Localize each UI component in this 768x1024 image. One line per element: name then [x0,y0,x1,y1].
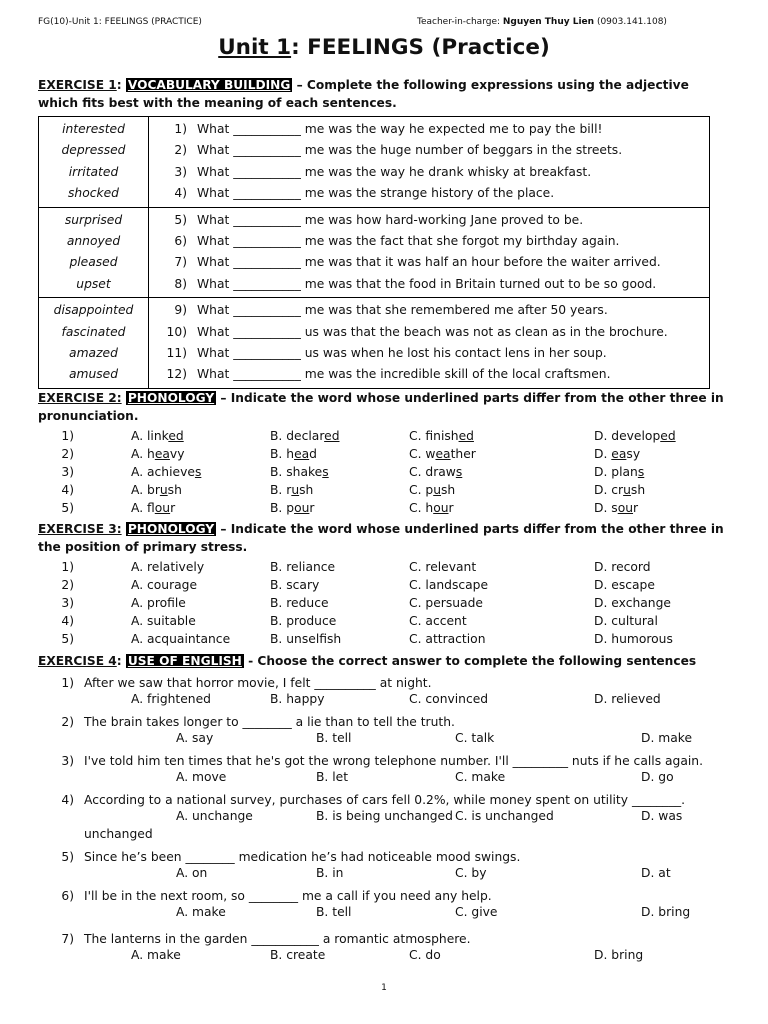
question-text: I'll be in the next room, so ________ me a call if you need any help. [84,889,492,903]
adjective-cell [39,298,149,389]
option-d: D. easy [594,447,641,461]
answer-option: A. say [176,731,214,745]
underlined-part: ed [458,429,474,443]
question-text: Since he’s been ________ medication he’s had noticeable mood swings. [84,850,521,864]
option-d: D. escape [594,578,655,592]
adjective-option: irritated [68,164,119,179]
question-text: After we saw that horror movie, I felt __________ at night. [84,676,432,690]
sentence-number: 3) [174,164,187,179]
sentence-text: What ___________ me was how hard-working Jane proved to be. [197,212,584,227]
option-d: D. developed [594,429,676,443]
answer-option: C. do [409,948,441,962]
option-c: C. relevant [409,560,477,574]
option-c: C. push [409,483,456,497]
adjective-option: depressed [61,143,126,158]
sentence-text: What ___________ me was the huge number of beggars in the streets. [197,143,623,158]
option-d: D. crush [594,483,646,497]
sentence-text: What ___________ us was that the beach was not as clean as in the brochure. [197,324,668,339]
answer-option: C. by [455,866,487,880]
answer-option: C. make [455,770,506,784]
sentence-number: 6) [174,233,187,248]
question [60,930,740,948]
ex3-heading: EXERCISE 3: PHONOLOGY – Indicate the word whose underlined parts differ from the other three in the position of primary stress. [38,522,724,554]
vocab-sentence [149,322,709,343]
underlined-part: s [637,465,645,479]
adjective-option: interested [62,122,125,136]
header-right: Teacher-in-charge: Nguyen Thuy Lien (0903.141.108) [417,17,667,27]
vocab-table [38,116,710,389]
sentence-text: What ___________ me was the fact that she forgot my birthday again. [197,233,620,248]
answer-option: D. bring [641,905,691,919]
answer-option: B. tell [316,905,352,919]
adjective-option: pleased [69,255,118,270]
option-b: B. pour [270,501,315,515]
vocab-group [39,207,710,298]
answer-option: D. at [641,866,671,880]
answer-continuation: unchanged [84,827,153,841]
answer-option: B. tell [316,731,352,745]
question-number: 7) [61,932,74,946]
option-b: B. reliance [270,560,336,574]
question-number: 3) [61,754,74,768]
answer-option: D. was [641,809,683,823]
question [60,713,740,731]
option-b: B. produce [270,614,337,628]
underlined-part: u [291,483,300,497]
page-number: 1 [381,983,387,993]
underlined-part: u [433,483,442,497]
question [60,752,740,770]
option-a: A. brush [131,483,182,497]
underlined-part: s [322,465,329,479]
option-a: A. achieves [131,465,202,479]
option-c: C. attraction [409,632,486,646]
question-number: 1) [61,676,74,690]
underlined-part: ou [617,501,634,515]
underlined-part: ou [433,501,449,515]
vocab-sentence [149,343,709,364]
adjective-option: disappointed [53,303,134,318]
option-b: B. declared [270,429,340,443]
answer-option: C. give [455,905,498,919]
answer-option: B. in [316,866,344,880]
sentence-cell [149,117,710,208]
answer-option: D. bring [594,948,644,962]
sentence-number: 12) [166,367,187,382]
underlined-part: ou [154,501,171,515]
question-text: The brain takes longer to ________ a lie than to tell the truth. [84,715,455,729]
vocab-sentence [149,119,709,140]
item-number: 2) [61,578,74,592]
answer-option: B. is being unchanged [316,809,453,823]
underlined-part: ed [660,429,676,443]
underlined-part: ea [435,447,451,461]
sentence-number: 8) [174,276,187,291]
question-text: The lanterns in the garden ___________ a romantic atmosphere. [84,932,471,946]
sentence-text: What ___________ me was the way he drank whisky at breakfast. [197,164,592,179]
answer-option: D. go [641,770,674,784]
page-title: Unit 1: FEELINGS (Practice) [218,35,550,60]
option-a: A. courage [131,578,198,592]
vocab-sentence [149,162,709,183]
underlined-part: s [194,465,202,479]
answer-option: B. create [270,948,326,962]
question-text: According to a national survey, purchases of cars fell 0.2%, while money spent on utility ________. [84,793,686,807]
option-a: A. suitable [131,614,196,628]
item-number: 1) [61,429,74,443]
sentence-text: What ___________ me was that it was half an hour before the waiter arrived. [197,255,661,270]
answer-option: D. relieved [594,692,661,706]
ex1-heading: EXERCISE 1: VOCABULARY BUILDING – Complete the following expressions using the adjective which fits best with the meaning of each sentences. [38,78,689,110]
underlined-part: ed [324,429,340,443]
question-number: 4) [61,793,74,807]
answer-option: A. unchange [176,809,253,823]
item-number: 4) [61,483,74,497]
item-number: 3) [61,596,74,610]
adjective-option: amazed [69,345,118,360]
answer-option: A. move [176,770,227,784]
question-number: 2) [61,715,74,729]
header-left: FG(10)-Unit 1: FEELINGS (PRACTICE) [38,17,202,27]
answer-option: A. make [176,905,226,919]
adjective-option: fascinated [61,324,126,339]
underlined-part: ea [611,447,627,461]
vocab-group [39,298,710,389]
option-d: D. sour [594,501,639,515]
vocab-group [39,117,710,208]
vocab-sentence [149,183,709,204]
question-number: 6) [61,889,74,903]
ex4-heading: EXERCISE 4: USE OF ENGLISH - Choose the correct answer to complete the following sentences [38,654,697,668]
adjective-cell [39,207,149,298]
option-a: A. linked [131,429,184,443]
adjective-option: annoyed [66,233,121,248]
teacher-name: Nguyen Thuy Lien [502,17,595,27]
option-b: B. rush [270,483,314,497]
sentence-text: What ___________ me was that she remembered me after 50 years. [197,303,608,318]
answer-option: D. make [641,731,693,745]
question [60,848,740,866]
question [60,674,740,692]
adjective-option: amused [68,367,119,382]
option-d: D. cultural [594,614,658,628]
underlined-part: ea [154,447,170,461]
sentence-number: 5) [174,212,187,227]
sentence-text: What ___________ me was the strange history of the place. [197,186,555,201]
item-number: 1) [61,560,74,574]
vocab-sentence [149,252,709,273]
vocab-sentence [149,140,709,161]
sentence-number: 10) [166,324,187,339]
vocab-sentence [149,300,709,321]
question-text: I've told him ten times that he's got the wrong telephone number. I'll _________ nuts if he calls again. [84,754,703,768]
question-number: 5) [61,850,74,864]
adjective-option: shocked [68,186,119,201]
sentence-number: 1) [174,122,187,136]
item-number: 2) [61,447,74,461]
sentence-number: 4) [174,186,187,201]
option-d: D. record [594,560,651,574]
sentence-text: What ___________ me was that the food in Britain turned out to be so good. [197,276,657,291]
sentence-number: 11) [166,345,187,360]
question [60,887,740,905]
answer-option: B. let [316,770,349,784]
sentence-text: What ___________ us was when he lost his contact lens in her soup. [197,345,607,360]
answer-option: C. is unchanged [455,809,554,823]
item-number: 5) [61,632,74,646]
answer-option: A. frightened [131,692,211,706]
option-a: A. profile [131,596,186,610]
answer-option: A. make [131,948,181,962]
sentence-cell [149,298,710,389]
vocab-sentence [149,274,709,295]
item-number: 5) [61,501,74,515]
option-b: B. head [270,447,317,461]
option-b: B. scary [270,578,320,592]
option-a: A. heavy [131,447,185,461]
question [60,791,740,809]
item-number: 3) [61,465,74,479]
underlined-part: s [455,465,463,479]
underlined-part: ea [294,447,310,461]
sentence-number: 7) [174,255,187,270]
option-a: A. acquaintance [131,632,231,646]
vocab-sentence [149,231,709,252]
option-b: B. reduce [270,596,329,610]
sentence-text: What ___________ me was the incredible skill of the local craftsmen. [197,367,611,382]
option-d: D. humorous [594,632,673,646]
option-c: C. persuade [409,596,483,610]
option-a: A. flour [131,501,176,515]
option-c: C. landscape [409,578,489,592]
option-c: C. hour [409,501,454,515]
underlined-part: ed [168,429,184,443]
option-c: C. finished [409,429,474,443]
ex2-heading: EXERCISE 2: PHONOLOGY – Indicate the word whose underlined parts differ from the other three in pronunciation. [38,391,724,423]
sentence-cell [149,207,710,298]
answer-option: A. on [176,866,208,880]
vocab-sentence [149,210,709,231]
vocab-sentence [149,364,709,385]
option-d: D. exchange [594,596,671,610]
answer-option: C. talk [455,731,495,745]
option-d: D. plans [594,465,645,479]
underlined-part: u [623,483,631,497]
option-c: C. accent [409,614,467,628]
option-b: B. shakes [270,465,329,479]
sentence-number: 9) [174,303,187,318]
adjective-option: surprised [64,212,123,227]
underlined-part: u [159,483,168,497]
option-c: C. draws [409,465,463,479]
sentence-number: 2) [174,143,187,158]
option-b: B. unselfish [270,632,342,646]
adjective-cell [39,117,149,208]
item-number: 4) [61,614,74,628]
adjective-option: upset [76,276,111,291]
answer-option: C. convinced [409,692,489,706]
answer-option: B. happy [270,692,325,706]
option-c: C. weather [409,447,476,461]
sentence-text: What ___________ me was the way he expected me to pay the bill! [197,122,603,136]
option-a: A. relatively [131,560,205,574]
underlined-part: ou [294,501,310,515]
